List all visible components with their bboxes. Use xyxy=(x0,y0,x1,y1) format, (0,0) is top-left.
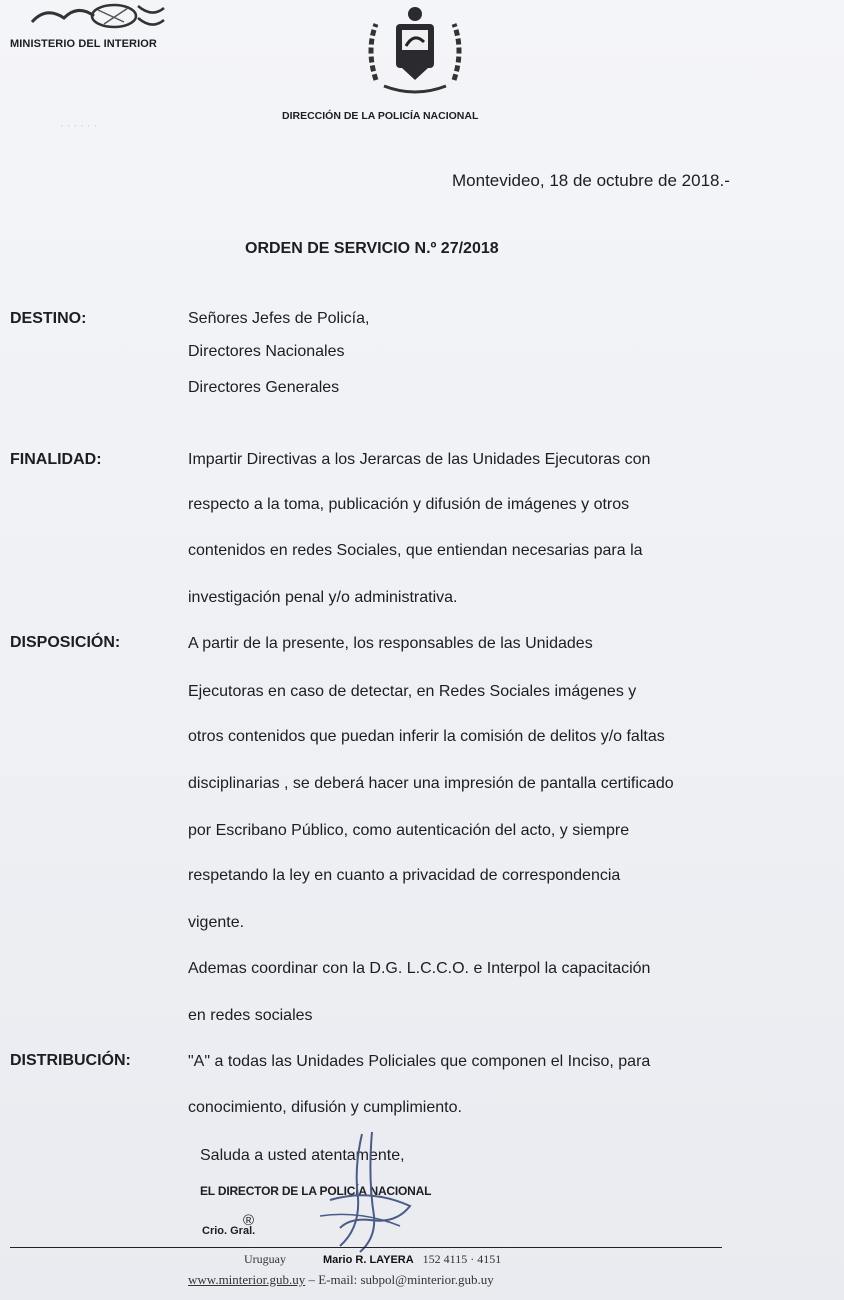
finalidad-label: FINALIDAD: xyxy=(10,451,102,468)
footer-email: – E-mail: subpol@minterior.gub.uy xyxy=(308,1272,494,1287)
destino-label: DESTINO: xyxy=(10,310,87,327)
disposicion-line: otros contenidos que puedan inferir la comisión de delitos y/o faltas xyxy=(188,728,665,745)
signer-name: Mario R. LAYERA xyxy=(323,1254,414,1266)
footer-web-line xyxy=(188,1272,494,1288)
disposicion-line: respetando la ley en cuanto a privacidad de correspondencia xyxy=(188,867,621,884)
direction-name: DIRECCIÓN DE LA POLICÍA NACIONAL xyxy=(282,110,479,122)
distribucion-line: conocimiento, difusión y cumplimiento. xyxy=(188,1099,462,1116)
disposicion-line: disciplinarias , se deberá hacer una impresión de pantalla certificado xyxy=(188,775,674,792)
disposicion-line: Ademas coordinar con la D.G. L.C.C.O. e Interpol la capacitación xyxy=(188,960,651,977)
destino-line: Directores Generales xyxy=(188,379,340,396)
footer-contact-line xyxy=(244,1252,501,1267)
salutation: Saluda a usted atentamente, xyxy=(200,1147,405,1164)
director-rank: Crio. Gral. xyxy=(202,1225,256,1237)
destino-line: Señores Jefes de Policía, xyxy=(188,310,370,327)
faded-stamp: · · · · · · xyxy=(60,120,98,132)
distribucion-line: "A" a todas las Unidades Policiales que componen el Inciso, para xyxy=(188,1053,651,1070)
disposicion-line: en redes sociales xyxy=(188,1007,313,1024)
footer-address: Uruguay xyxy=(244,1252,286,1266)
police-seal-icon xyxy=(362,2,468,98)
disposicion-line: vigente. xyxy=(188,914,245,931)
disposicion-line: por Escribano Público, como autenticación del acto, y siempre xyxy=(188,822,630,839)
ministry-name: MINISTERIO DEL INTERIOR xyxy=(10,38,157,50)
finalidad-line: investigación penal y/o administrativa. xyxy=(188,589,458,606)
signature-icon xyxy=(300,1128,430,1258)
director-title: EL DIRECTOR DE LA POLICÍA NACIONAL xyxy=(200,1184,432,1198)
document-date: Montevideo, 18 de octubre de 2018.- xyxy=(452,171,730,190)
registered-mark: ® xyxy=(243,1212,255,1229)
disposicion-line: A partir de la presente, los responsables de las Unidades xyxy=(188,635,593,652)
disposicion-line: Ejecutoras en caso de detectar, en Redes Sociales imágenes y xyxy=(188,683,637,700)
destino-line: Directores Nacionales xyxy=(188,343,345,360)
finalidad-line: contenidos en redes Sociales, que entiendan necesarias para la xyxy=(188,542,643,559)
footer-rule xyxy=(10,1247,722,1248)
website-link[interactable]: www.minterior.gub.uy xyxy=(188,1272,306,1287)
disposicion-label: DISPOSICIÓN: xyxy=(10,634,121,651)
footer-phones: 152 4115 · 4151 xyxy=(422,1252,502,1266)
document-title: ORDEN DE SERVICIO N.º 27/2018 xyxy=(245,240,499,257)
finalidad-line: respecto a la toma, publicación y difusión de imágenes y otros xyxy=(188,496,630,513)
distribucion-label: DISTRIBUCIÓN: xyxy=(10,1052,131,1069)
finalidad-line: Impartir Directivas a los Jerarcas de las Unidades Ejecutoras con xyxy=(188,451,651,468)
ministry-logo-icon xyxy=(28,0,168,32)
